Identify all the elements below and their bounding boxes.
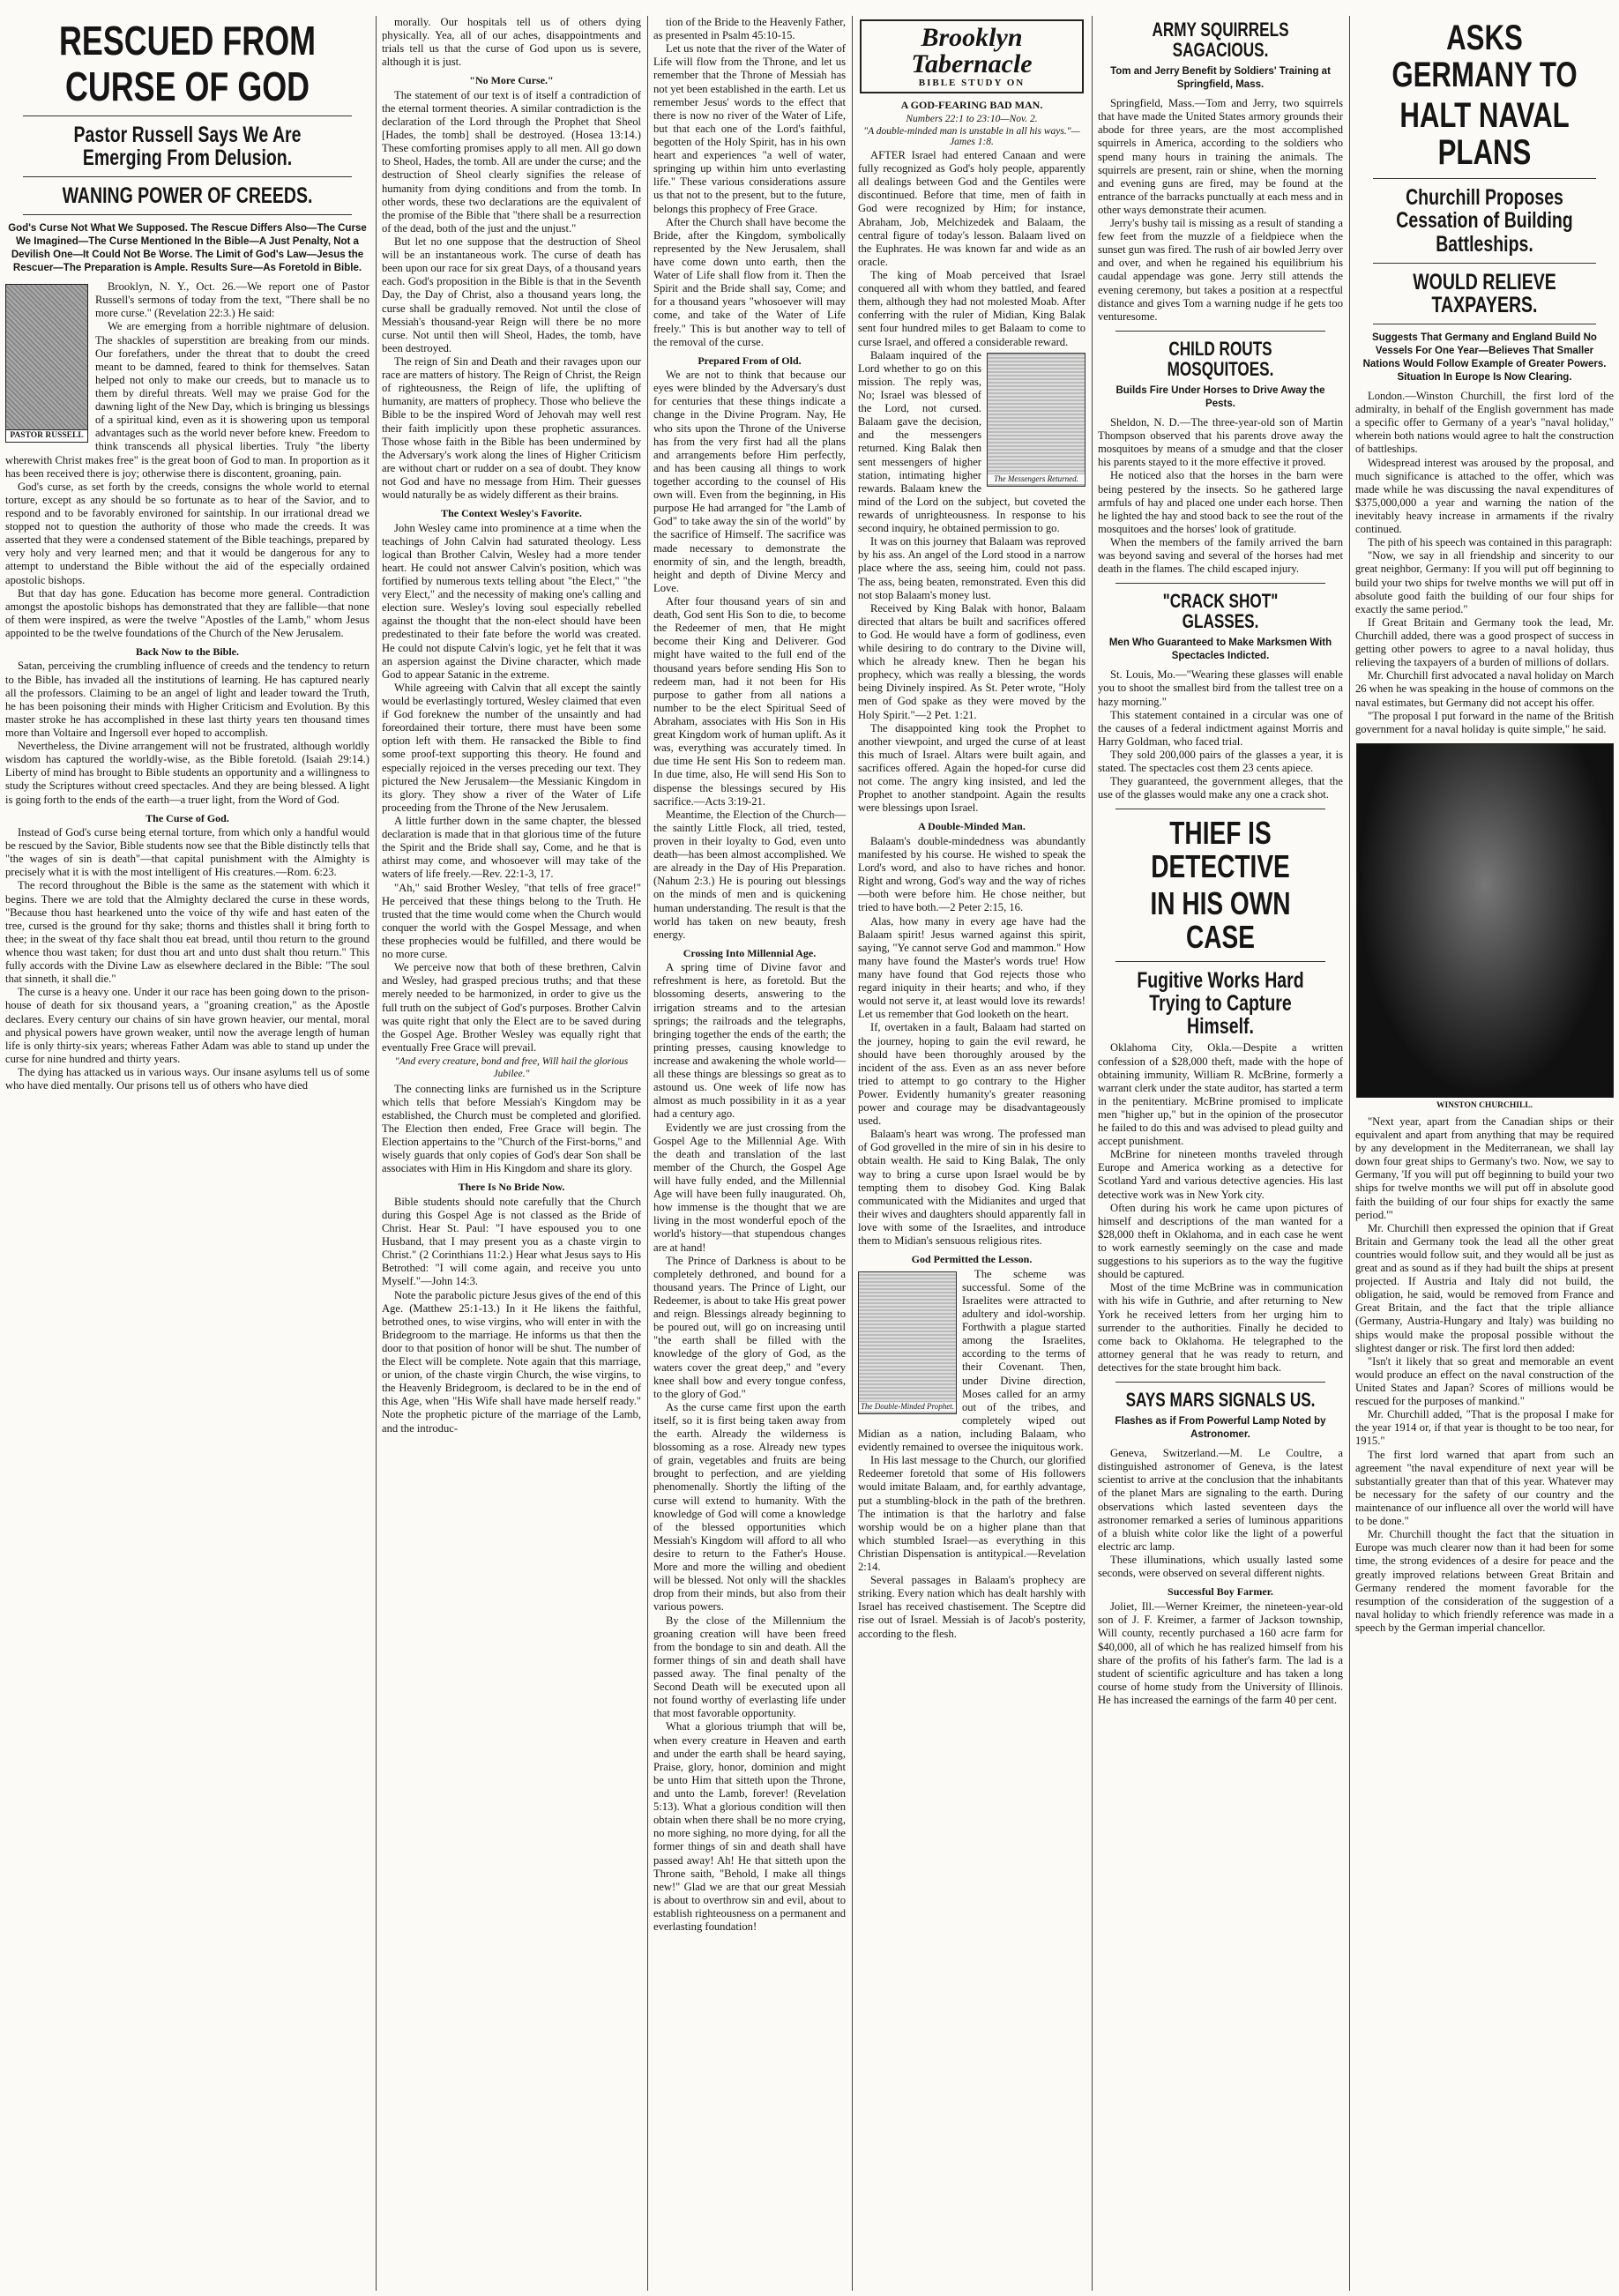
section-subhead: Back Now to the Bible. (136, 645, 239, 659)
paragraph: "Ah," said Brother Wesley, "that tells of free grace!" He perceived that these things belong to the Truth. He trusted that the time would come when the Church would conquer the world with the Gospel Message, and when these prophecies would be fulfilled, and there would be no more curse. (382, 881, 641, 961)
paragraph: morally. Our hospitals tell us of others dying physically. Yea, all of our aches, disappointments and trials tell us that the curse of God upon us is severe, although it is just. (382, 16, 641, 69)
paragraph: Balaam inquired of the Lord whether to go on this mission. The reply was, No; Israel was blessed of the Lord, not cursed. Balaam gave the decision, and the messengers returned. King Balak then sent messengers of higher station, intimating higher rewards. Balaam knew the mind of the Lord on the subject, but coveted the rewards of unrighteousness. In response to his second inquiry, he obtained permission to go. (858, 348, 1086, 535)
paragraph: The reign of Sin and Death and their ravages upon our race are matters of history. The Reign of Christ, the Reign of righteousness, the Reign of life, the uplifting of humanity, are matters of prophecy. Those who believe the Bible to be the inspired Word of Jehovah may well rest their faith implicitly upon these prophetic assurances. Those whose faith in the Bible has been undermined by the Adversary's work along the lines of Higher Criticism are without chart or rudder on a sea of doubt. They know not God and have no message from Him. Their guesses would naturally be as widely different as their brains. (382, 355, 641, 502)
paragraph: While agreeing with Calvin that all except the saintly would be everlastingly tortured, Wesley claimed that even if God foreknew the number of the unsaintly and had foreordained their torture, there must have been some option left with them. He ransacked the Bible to find some proof-text supporting this theory. He found and especially rejoiced in the verses preceding our text. They pictured the New Jerusalem—the Messianic Kingdom in its glory. They show a river of the Water of Life proceeding from the Throne of the New Jerusalem. (382, 681, 641, 814)
illustration-caption: The Double-Minded Prophet. (859, 1402, 956, 1412)
section-subhead: God Permitted the Lesson. (911, 1253, 1033, 1266)
paragraph: Alas, how many in every age have had the Balaam spirit! Jesus warned against this spirit, saying, "Ye cannot serve God and mammon." How many have found the Master's words true! How many have found that God rejects those who regard iniquity in their hearts; and who, if they would not serve it, at least would love its rewards! Let us remember that God looketh on the heart. (858, 914, 1086, 1021)
study-text: "A double-minded man is unstable in all his ways."—James 1:8. (863, 126, 1080, 147)
divider (1115, 331, 1325, 332)
paragraph: When the members of the family arrived the barn was beyond saving and several of the horses had met death in the flames. The child escaped injury. (1098, 535, 1343, 576)
paragraph: After four thousand years of sin and death, God sent His Son to die, to become the Redeemer of men, that He might become their King and Deliverer. God might have waited to the full end of the thousand years before sending His Son to redeem man, had it not been for His purpose to gather from all nations a number to be the elect Spiritual Seed of Abraham, associates with His Son in His great Kingdom work of human uplift. As it was, everything was accurately timed. In due time He sent His Son to redeem man. In due time, also, He will send His Son to dispense the blessings secured by His sacrifice.—Acts 3:19-21. (653, 594, 846, 808)
paragraph: A spring time of Divine favor and refreshment is here, as foretold. But the blossoming deserts, answering to the irrigation streams and to the artesian springs; the railroads and the telegraphs, bringing together the ends of the earth; the printing presses, causing knowledge to increase and awakening the whole world—all these things are blessings so great as to astound us. One week of life now has almost as much possibility in it as a year had a century ago. (653, 961, 846, 1121)
paragraph: Balaam's heart was wrong. The professed man of God grovelled in the mire of sin in his desire to obtain wealth. He said to King Balak, The only way to bring a curse upon Israel would be by tempting them to disobey God. King Balak communicated with the Midianites and urged that their wives and daughters should apparently fall in love with some of the Israelites, and introduce them to Midian's sensuous religious rites. (858, 1128, 1086, 1248)
section-subhead: There Is No Bride Now. (458, 1181, 565, 1194)
deck: Flashes as if From Powerful Lamp Noted by Astronomer. (1115, 1416, 1326, 1441)
tabernacle-masthead (860, 19, 1084, 93)
paragraph: The disappointed king took the Prophet to another viewpoint, and urged the curse of at least this much of Israel. Altars were built again, and sacrifices offered. Again the hoped-for curse did not come. The angry king insisted, and led the Prophet to another standpoint. Again the results were blessings upon Israel. (858, 721, 1086, 815)
verse-quote: "And every creature, bond and free, Will hail the glorious Jubilee." (394, 1055, 629, 1079)
paragraph: This statement contained in a circular was one of the causes of a federal indictment against Morris and Harry Goldman, who faced trial. (1098, 708, 1343, 748)
section-subhead: The Context Wesley's Favorite. (441, 507, 582, 520)
article-body (1098, 416, 1343, 576)
divider (1373, 178, 1596, 179)
paragraph: St. Louis, Mo.—"Wearing these glasses will enable you to shoot the smallest bird from the tallest tree on a hazy morning." (1098, 668, 1343, 708)
paragraph: Balaam's double-mindedness was abundantly manifested by his course. He wished to speak the Lord's word, and also to have riches and honor. Right and wrong, God's way and the way of riches—both were before him. He chose neither, but tried to have both.—2 Peter 2:15, 16. (858, 834, 1086, 914)
column-6 (1350, 16, 1619, 2291)
paragraph: The dying has attacked us in various ways. Our insane asylums tell us of some who have died mentally. Our prisons tell us of others who have died (5, 1066, 369, 1092)
paragraph: These illuminations, which usually lasted some seconds, were observed on several different nights. (1098, 1553, 1343, 1580)
article-body (1098, 1447, 1343, 1580)
photo-caption: PASTOR RUSSELL (6, 429, 87, 442)
paragraph: Several passages in Balaam's prophecy are striking. Every nation which has dealt harshly with Israel has received chastisement. The Sceptre did rise out of Israel. Messiah is of Jacob's posterity, according to the flesh. (858, 1574, 1086, 1640)
deck: Tom and Jerry Benefit by Soldiers' Training at Springfield, Mass. (1110, 66, 1331, 91)
paragraph: Jerry's bushy tail is missing as a result of standing a few feet from the muzzle of a fieldpiece when the sunset gun was fired. The rush of air bowled Jerry over and over, and when he regained his equilibrium his caudal appendage was gone. Jerry still attends the evening ceremony, but takes a position at a respectful distance and gives Tom a warning nudge if he gets too venturesome. (1098, 217, 1343, 323)
paragraph: They sold 200,000 pairs of the glasses a year, it is stated. The spectacles cost them 23 cents apiece. (1098, 749, 1343, 775)
paragraph: As the curse came first upon the earth itself, so it is first being taken away from the earth. Already the wilderness is blossoming as a rose. Already new types of grain, vegetables and fruits are being brought to perfection, and are yielding phenomenally. Shortly the lifting of the curse will extend to humanity. With the knowledge of God will come a knowledge of the blessed opportunities which Messiah's Kingdom will afford to all who desire to return to the Father's House. More and more the willing and obedient will be blessed. Not only will the shackles drop from their minds, but also from their various powers. (653, 1400, 846, 1614)
paragraph: Oklahoma City, Okla.—Despite a written confession of a $28,000 theft, made with the hope of obtaining immunity, William R. McBrine, formerly a warrant clerk under the state auditor, has started a term in the penitentiary. McBrine promised to implicate men "higher up," but in the opinion of the prosecutor he failed to do this and was advised to plead guilty and accept punishment. (1098, 1041, 1343, 1148)
paragraph: Mr. Churchill then expressed the opinion that if Great Britain and Germany took the lead all the other great countries would follow suit, and they would all be just as great and as sound as if they had built the ships at present projected. If Austria and Italy did not build, the obligation, he said, would be removed from France and Great Britain, and the fact that the triple alliance (Germany, Austria-Hungary and Italy) was building no ships would make the proposal possible without the slightest danger or risk. The first lord then added: (1355, 1221, 1614, 1354)
article-headline: SAYS MARS SIGNALS US. (1125, 1389, 1316, 1412)
subheadline: WANING POWER OF CREEDS. (62, 183, 313, 209)
paragraph: "The proposal I put forward in the name of the British government for a naval holiday is quite simple," he said. (1355, 709, 1614, 735)
deck: God's Curse Not What We Supposed. The Rescue Differs Also—The Curse We Imagined—The Curse Mentioned In the Bible—A Just Penalty, Not a Devilish One—It Could Not Be Worse. The Limit of God's Law—Jesus the Rescuer—The Preparation is Ample. Results Sure—As Foretold in Bible. (8, 223, 367, 274)
section-subhead: A Double-Minded Man. (918, 820, 1026, 833)
article-headline: ARMY SQUIRRELS SAGACIOUS. (1152, 19, 1289, 62)
section-subhead: The Curse of God. (145, 811, 229, 824)
paragraph: Often during his work he came upon pictures of himself and descriptions of the man wanted for a $28,000 theft in Oklahoma, and in each case he went to work earnestly seemingly on the case and made suggestions to his superiors as to the way the fugitive should be captured. (1098, 1201, 1343, 1281)
illustration-messengers (987, 353, 1086, 487)
headline-line: ASKS GERMANY TO (1391, 19, 1578, 94)
deck: Builds Fire Under Horses to Drive Away the Pests. (1115, 385, 1325, 410)
paragraph: If Great Britain and Germany took the lead, Mr. Churchill added, there was a good prospect of success in getting other powers to agree to a naval holiday, thus relieving the taxpayers of a burden of millions of dollars. (1355, 615, 1614, 669)
paragraph: London.—Winston Churchill, the first lord of the admiralty, in behalf of the English government has made a specific offer to Germany of a year's "naval holiday," wherein both nations would agree to halt the construction of battleships. (1355, 390, 1614, 456)
article-headline: CHILD ROUTS MOSQUITOES. (1167, 337, 1274, 381)
paragraph: Mr. Churchill first advocated a naval holiday on March 26 when he was speaking in the house of commons on the naval estimates, but Germany did not accept his offer. (1355, 669, 1614, 709)
paragraph: "Isn't it likely that so great and memorable an event would produce an effect on the naval construction of the United States and Japan? Scores of millions would be rescued for the purposes of mankind." (1355, 1354, 1614, 1408)
paragraph: Mr. Churchill thought the fact that the situation in Europe was much clearer now than it had been for some time, the strong evidences of a desire for peace and the greatly improved relations between Great Britain and Germany rendered the moment favorable for the resumption of the consideration of the suggestion of a naval holiday to which friendly reference was made in a speech by the German imperial chancellor. (1355, 1528, 1614, 1634)
study-title: A GOD-FEARING BAD MAN. (900, 99, 1043, 111)
column-2 (377, 16, 646, 2291)
paragraph: AFTER Israel had entered Canaan and were fully recognized as God's holy people, apparently all dealings between God and the Gentiles were discontinued. Before that time, men of faith in God were recognized by Him; for instance, Abraham, Job, Melchizedek and Balaam, the central figure of today's lesson. Balaam lived on the Euphrates. He was known far and wide as an oracle. (858, 149, 1086, 268)
paragraph: He noticed also that the horses in the barn were being pestered by the insects. So he gathered large armfuls of hay and placed one under each horse. Then he lighted the hay and stood back to see the rout of the mosquitoes and the horses' look of gratitude. (1098, 469, 1343, 535)
churchill-photo (1356, 743, 1614, 1098)
paragraph: If, overtaken in a fault, Balaam had started on the journey, hoping to gain the evil reward, he should have been thoroughly aroused by the incident of the ass. Even as an ass never before tried to attempt to go contrary to the Higher Power. Evidently humanity's greater reasoning power and courage may be disadvantageously used. (858, 1021, 1086, 1128)
column-4 (853, 16, 1091, 2291)
masthead-subtitle: BIBLE STUDY ON (918, 78, 1026, 88)
paragraph: The pith of his speech was contained in this paragraph: (1368, 536, 1613, 549)
paragraph: After the Church shall have become the Bride, after the Kingdom, symbolically represented by the New Jerusalem, shall have come down unto earth, then the Water of Life shall flow from it. Then the Spirit and the Bride shall say, Come; and for a thousand years "whosoever will may come, and take of the Water of Life freely." This is but another way to tell of the removal of the curse. (653, 215, 846, 348)
paragraph: What a glorious triumph that will be, when every creature in Heaven and earth and under the earth shall be heard saying, Praise, glory, honor, dominion and might be unto Him that sitteth upon the Throne, and unto the Lamb, forever! (Revelation 5:13). What a glorious condition will then obtain when there shall be no more crying, no more sighing, no more dying, for all the former things of sin and death shall have passed away! Ah! He that sitteth upon the Throne saith, "Behold, I make all things new!" Glad we are that our great Messiah is about to overthrow sin and evil, about to establish righteousness on a permanent and everlasting foundation! (653, 1720, 846, 1934)
paragraph: Widespread interest was aroused by the proposal, and much significance is attached to the offer, which was made while he was discussing the naval expenditures of $375,000,000 a year and warning the nation of the inevitably heavy increase in armaments if the rivalry continued. (1355, 456, 1614, 536)
paragraph: God's curse, as set forth by the creeds, consigns the whole world to eternal torture, except as any should be so fortunate as to hear of the Savior, and to respond and to be favorably environed for saintship. In our irrational dread we stopped not to question the authority of those who made the creeds. It was asserted that they were a condensed statement of the Bible teachings, prepared by very holy and very learned men; and that it would be dangerous for any to attempt to understand the Bible without the aid of the especially ordained apostolic bishops. (5, 480, 369, 586)
divider (1115, 1382, 1325, 1383)
paragraph: But that day has gone. Education has become more general. Contradiction amongst the apostolic bishops has demonstrated that they are fallible—that none of them were inspired, as were the twelve "Apostles of the Lamb," whom Jesus appointed to be the twelve foundations of the Church of the New Jerusalem. (5, 586, 369, 639)
paragraph: But let no one suppose that the destruction of Sheol will be an instantaneous work. The curse of death has been upon our race for six great Days, of a thousand years each. God's proposition in the Bible is that in the Seventh Day, the Day of Christ, also a thousand years long, the curse shall be gradually removed. Not until the close of Messiah's thousand-year Reign will there be no more curse. Not until then will Sheol, Hades, the tomb, have been destroyed. (382, 235, 641, 354)
deck: Men Who Guaranteed to Make Marksmen With Spectacles Indicted. (1108, 637, 1332, 662)
divider (1115, 583, 1325, 584)
paragraph: Nevertheless, the Divine arrangement will not be frustrated, although worldly wisdom has captured the worldly-wise, as the Bible foretold. (Isaiah 29:14.) Liberty of mind has brought to Bible students an opportunity and a willingness to study the Scriptures without creed spectacles. And they are being blessed. A light is going forth to the ends of the earth—a truer light, from the Word of God. (5, 740, 369, 806)
subheadline: Pastor Russell Says We Are Emerging From Delusion. (73, 122, 302, 170)
paragraph: By the close of the Millennium the groaning creation will have been freed from the bondage to sin and death. All the former things of sin and death shall have passed away. The final penalty of the Second Death will be executed upon all not found worthy of everlasting life under that most favorable opportunity. (653, 1614, 846, 1720)
section-subhead: "No More Curse." (469, 74, 554, 87)
subheadline: WOULD RELIEVE TAXPAYERS. (1413, 269, 1556, 317)
headline-line: THIEF IS DETECTIVE (1151, 815, 1290, 885)
paragraph: The statement of our text is of itself a contradiction of the eternal torment theories. A similar contradiction is the declaration of the Lord through the Prophet that Sheol [Hades, the tomb] shall be destroyed. (Hosea 13:14.) These comforting promises apply to all men. All go down to Sheol, Hades, the tomb. All are under the curse; and the destruction of Sheol clearly signifies the release of humanity from dying conditions and from the tomb. In other words, these two declarations are the equivalent of the promise of the Bible that "there shall be a resurrection of the dead, both of the just and the unjust." (382, 88, 641, 235)
paragraph: Let us note that the river of the Water of Life will flow from the Throne, and let us remember that the Throne of Messiah has not yet been established in the earth. Let us remember Jesus' words to the effect that there is now no river of the Water of Life, but that each one of the Lord's faithful, begotten of the Holy Spirit, has in his own heart and experiences "a well of water, springing up within him unto everlasting life." These various considerations assure us that not to the present, but to the future, belongs this prophecy of Free Grace. (653, 42, 846, 215)
column-3 (648, 16, 851, 2291)
paragraph: Evidently we are just crossing from the Gospel Age to the Millennial Age. With the death and translation of the last member of the Church, the Gospel Age will have fully ended, and the Millennial Age will have been fully inaugurated. Oh, how immense is the thought that we are living in the most wonderful epoch of the world's history—that stupendous changes are at hand! (653, 1121, 846, 1254)
paragraph: Geneva, Switzerland.—M. Le Coultre, a distinguished astronomer of Geneva, is the latest scientist to arrive at the conclusion that the inhabitants of the planet Mars are signaling to the earth. During observations which lasted seventeen days the astronomer remarked a series of luminous apparitions of a bluish white color like the light of a powerful electric arc lamp. (1098, 1447, 1343, 1553)
photo-caption: WINSTON CHURCHILL. (1436, 1100, 1533, 1110)
subheadline: Fugitive Works Hard Trying to Capture Himself. (1137, 967, 1304, 1040)
paragraph: "Next year, apart from the Canadian ships or their equivalent and apart from anything that may be required by any development in the Mediterranean, we shall lay down four great ships to Germany's two. Now, we say to Germany, 'If you will put off beginning to build your two ships for twelve months we will put off in absolute good faith the building of our four ships for exactly the same period.'" (1355, 1114, 1614, 1221)
paragraph: Most of the time McBrine was in communication with his wife in Guthrie, and after returning to New York he received letters from her urging him to surrender to the authorities. Finally he decided to come back to Oklahoma. He telegraphed to the attorney general that he was ready to return, and detectives for the state brought him back. (1098, 1281, 1343, 1375)
paragraph: "Now, we say in all friendship and sincerity to our great neighbor, Germany: If you will put off beginning to build your two ships for twelve months we will put off in absolute good faith the building of our four ships for exactly the same period." (1355, 549, 1614, 615)
masthead-title: Brooklyn Tabernacle (911, 23, 1033, 78)
paragraph: We perceive now that both of these brethren, Calvin and Wesley, had grasped precious truths; and that these merely needed to be harmonized, in order to give us the full truth on the subject of God's purposes. Brother Calvin was quite right that only the Elect are to be saved during the Gospel Age. Brother Wesley was equally right that eventually Free Grace will prevail. (382, 961, 641, 1054)
paragraph: The curse is a heavy one. Under it our race has been going down to the prison-house of death for six thousand years, a "groaning creation," as the Apostle declares. Every century our chains of sin have grown heavier, our mental, moral and physical powers have grown weaker, until now the average length of human life is only thirty-six years; whereas Father Adam was able to stand up under the curse for nine hundred and thirty years. (5, 986, 369, 1065)
deck: Suggests That Germany and England Build No Vessels For One Year—Believes That Smaller Nations Would Follow Example of Greater Powers. Situation In Europe Is Now Clearing. (1362, 332, 1607, 384)
paragraph: Received by King Balak with honor, Balaam directed that altars be built and sacrifices offered to God. He would have a form of godliness, even while desiring to do contrary to the Divine will, which he already knew. Then he began his prophecy, which was really a blessing, the words being Divinely inspired. As St. Peter wrote, "Holy men of God spake as they were moved by the Holy Spirit."—2 Pet. 1:21. (858, 601, 1086, 721)
illustration-prophet (858, 1271, 957, 1414)
paragraph: Sheldon, N. D.—The three-year-old son of Martin Thompson observed that his parents drove away the mosquitoes by means of a smudge and that the closer his parents stayed to it the more effective it proved. (1098, 415, 1343, 469)
article-headline: "CRACK SHOT" GLASSES. (1162, 590, 1279, 633)
paragraph: Springfield, Mass.—Tom and Jerry, two squirrels that have made the United States armory grounds their abode for three years, are the most accomplished squirrels in America, according to the soldiers who spend many hours in training the animals. The squirrels are present, rain or shine, when the morning and evening guns are fired, may be found at the entrance of the barracks punctually at each mess and in other ways demonstrate their acumen. (1098, 97, 1343, 216)
paragraph: The Prince of Darkness is about to be completely dethroned, and bound for a thousand years. The Prince of Light, our Redeemer, is about to take His great power and reign. Blessings already beginning to be poured out, will go on increasing until "the earth shall be filled with the knowledge of the glory of God, as the waters cover the great deep," and "every knee shall bow and every tongue confess, to the glory of God." (653, 1254, 846, 1400)
article-body (858, 149, 1086, 1641)
article-body (1098, 668, 1343, 801)
divider (1115, 961, 1325, 962)
paragraph: We are emerging from a horrible nightmare of delusion. The shackles of superstition are breaking from our minds. Our forefathers, under the threat that to doubt the creed meant to be damned, feared to think for themselves. Satan helped not only to make our creeds, but to manacle us to them by direful threats. Well may we praise God for the dawning light of the New Day, which is bringing us blessings of a spiritual kind, even as it is showering upon us temporal advantages such as the world never before knew. Freedom to think transcends all physical liberties. Truly "the liberty wherewith Christ makes free" is the great boon of God to man. In proportion as it has been received there is joy; otherwise there is discontent, groaning, pain. (5, 320, 369, 480)
paragraph: Mr. Churchill added, "That is the proposal I make for the year 1914 or, if that year is thought to be too near, for 1915." (1355, 1408, 1614, 1448)
article-body (382, 16, 641, 1435)
column-1 (0, 16, 375, 2291)
headline-line: IN HIS OWN CASE (1150, 885, 1291, 955)
article-body (653, 16, 846, 1934)
paragraph: The connecting links are furnished us in the Scripture which tells that before Messiah's Kingdom may be established, the Church must be completed and glorified. The Election then ended, Free Grace will begin. The Election appertains to the "Church of the First-borns," and wisely guards that only copies of God's dear Son shall be associates with Him in His Kingdom and share its glory. (382, 1082, 641, 1175)
paragraph: They guaranteed, the government alleges, that the use of the glasses would make any one a crack shot. (1098, 775, 1343, 801)
article-body (1098, 97, 1343, 324)
divider (23, 176, 352, 177)
article-body (1355, 390, 1614, 736)
paragraph: A little further down in the same chapter, the blessed declaration is made that in that glorious time of the future the Spirit and the Bride shall say, Come, and he that is athirst may come, and whosoever will may take of the waters of life freely.—Rev. 22:1-3, 17. (382, 815, 641, 881)
paragraph: The record throughout the Bible is the same as the statement with which it begins. There we are told that the Almighty declared the curse in these words, "Because thou hast hearkened unto the voice of thy wife and hast eaten of the tree, cursed is the ground for thy sake; thorns and thistles shall it bring forth to thee; in the sweat of thy face shalt thou eat bread, until thou return to the ground whence thou wast taken; for dust thou art and unto dust shalt thou return." This fully accords with the Divine Law as elsewhere declared in the Bible: "The soul that sinneth, it shall die." (5, 879, 369, 986)
paragraph: It was on this journey that Balaam was reproved by his ass. An angel of the Lord stood in a narrow place where the ass, seeing him, could not pass. The ass, being beaten, remonstrated. Even this did not stop Balaam's money lust. (858, 535, 1086, 601)
paragraph: The scheme was successful. Some of the Israelites were attracted to adultery and idol-worship. Forthwith a plague started among the Israelites, according to the terms of their Covenant. Then, under Divine direction, Moses called for an army out of the tribes, and completely wiped out Midian as a nation, including Balaam, who evidently remained to oversee the iniquitous work. (858, 1267, 1086, 1454)
paragraph: Instead of God's curse being eternal torture, from which only a handful would be rescued by the Savior, Bible students now see that the Bible distinctly tells that "the wages of sin is death"—that capital punishment with the Almighty is precisely what it is with the most intelligent of His creatures.—Rom. 6:23. (5, 826, 369, 879)
paragraph: The king of Moab perceived that Israel conquered all with whom they battled, and feared them, although they had not molested Moab. After conferring with the ruler of Midian, King Balak sent four hundred miles to get Balaam to come to curse Israel, and offered a considerable reward. (858, 268, 1086, 348)
divider (1373, 263, 1596, 264)
paragraph: tion of the Bride to the Heavenly Father, as presented in Psalm 45:10-15. (653, 16, 846, 42)
divider (23, 214, 352, 215)
article-body (1355, 1115, 1614, 1635)
section-subhead: Crossing Into Millennial Age. (683, 946, 817, 959)
headline-line: HALT NAVAL PLANS (1399, 96, 1570, 172)
headline-line: RESCUED FROM (58, 18, 317, 63)
paragraph: John Wesley came into prominence at a time when the teachings of John Calvin had saturated theology. Less logical than Brother Calvin, Wesley had a more tender heart. He could not answer Calvin's position, which was fortified by numerous texts telling about "the Elect," "the very Elect," and the necessity of making one's calling and election sure. Wesley's loving soul especially rebelled against the thought that the non-elect should have been predestinated to their fate before the world was created. He could not dispute Calvin's logic, yet he felt that it was an aspersion against the Divine character, which made God to appear Satanic in the extreme. (382, 521, 641, 681)
article-body (5, 280, 369, 1092)
article-body (1098, 1600, 1343, 1707)
paragraph: Joliet, Ill.—Werner Kreimer, the nineteen-year-old son of J. F. Kreimer, a farmer of Jackson township, Will county, recently purchased a 160 acre farm for $40,000, all of which he has realized himself from his share of the profits of his father's farm. The lad is a student of scientific agriculture and has taken a long course of home study from the University of Illinois. He has increased the earnings of the farm 40 per cent. (1098, 1600, 1343, 1706)
paragraph: Satan, perceiving the crumbling influence of creeds and the tendency to return to the Bible, has invaded all the institutions of learning. He has captured nearly all the professors. Claiming to be an angel of light and leader toward the Truth, he has been poisoning their minds with Higher Criticism and Evolution. By this master stroke he has accomplished in these last thirty years ten thousand times more than Voltaire and Ingersoll ever hoped to accomplish. (5, 660, 369, 739)
portrait-photo (5, 284, 88, 443)
paragraph: Note the parabolic picture Jesus gives of the end of this Age. (Matthew 25:1-13.) In it He likens the faithful, betrothed ones, to wise virgins, who will enter in with the Bridegroom to the marriage. He informs us that then the door to that position of honor will be shut. The number of the Elect will be complete. Note again that this marriage, or union, of the chaste virgin Church, the wise virgins, to the Heavenly Bridegroom, is declared to be in the end of this Age, when "His Wife shall have made herself ready." Note the prophetic picture of the marriage of the Lamb, and the introduc- (382, 1288, 641, 1435)
paragraph: Brooklyn, N. Y., Oct. 26.—We report one of Pastor Russell's sermons of today from the text, "There shall be no more curse." (Revelation 22:3.) He said: (95, 280, 369, 320)
paragraph: We are not to think that because our eyes were blinded by the Adversary's dust for centuries that these things indicate a change in the Divine Program. Nay, He who sits upon the Throne of the Universe has from the very first had all the plans and arrangements before Him perfectly, and has been causing all things to work together according to the counsel of His own will. Even from the beginning, in His purpose He had arranged for "the Lamb of God" to take away the sin of the world" by the sacrifice of Himself. The sacrifice was made necessary to demonstrate the enormity of sin, and the length, breadth, height and depth of Divine Mercy and Love. (653, 369, 846, 594)
paragraph: The first lord warned that apart from such an agreement "the naval expenditure of next year will be substantially greater than that of this year. Whatever may be necessary for the safety of our country and the maintenance of our influence all over the world will have to be done." (1355, 1448, 1614, 1528)
paragraph: Bible students should note carefully that the Church during this Gospel Age is not classed as the Bride of Christ. Hear St. Paul: "I have espoused you to one Husband, that I may present you as a chaste virgin to Christ." (2 Corinthians 11:2.) Hear what Jesus says to His Betrothed: "I will come again, and receive you unto Myself."—John 14:3. (382, 1195, 641, 1288)
paragraph: Meantime, the Election of the Church—the saintly Little Flock, all tried, tested, proven in their loyalty to God, even unto death—has been almost accomplished. We are already in the Day of His Preparation. (Nahum 2:3.) He is pouring out blessings on the minds of men and is quickening human understanding. The result is that the world has taken on new beauty, fresh energy. (653, 808, 846, 941)
column-5 (1093, 16, 1348, 2291)
subheadline: Churchill Proposes Cessation of Building Battleships. (1396, 185, 1573, 257)
paragraph: McBrine for nineteen months traveled through Europe and America working as a detective for Scotland Yard and various detective agencies. His last detective work was in New York city. (1098, 1148, 1343, 1201)
section-subhead: Successful Boy Farmer. (1168, 1585, 1273, 1599)
illustration-caption: The Messengers Returned. (988, 474, 1085, 484)
section-subhead: Prepared From of Old. (698, 354, 802, 367)
study-reference: Numbers 22:1 to 23:10—Nov. 2. (906, 114, 1038, 124)
paragraph: In His last message to the Church, our glorified Redeemer foretold that some of His followers would imitate Balaam, and, for earthly advantage, put a stumbling-block in the path of the brethren. The intimation is that the harlotry and false worship would be on a higher plane than that which stumbled Israel—as everything in this Christian Dispensation is antitypical.—Revelation 2:14. (858, 1454, 1086, 1574)
article-body (1098, 1041, 1343, 1375)
headline-line: CURSE OF GOD (64, 63, 310, 110)
